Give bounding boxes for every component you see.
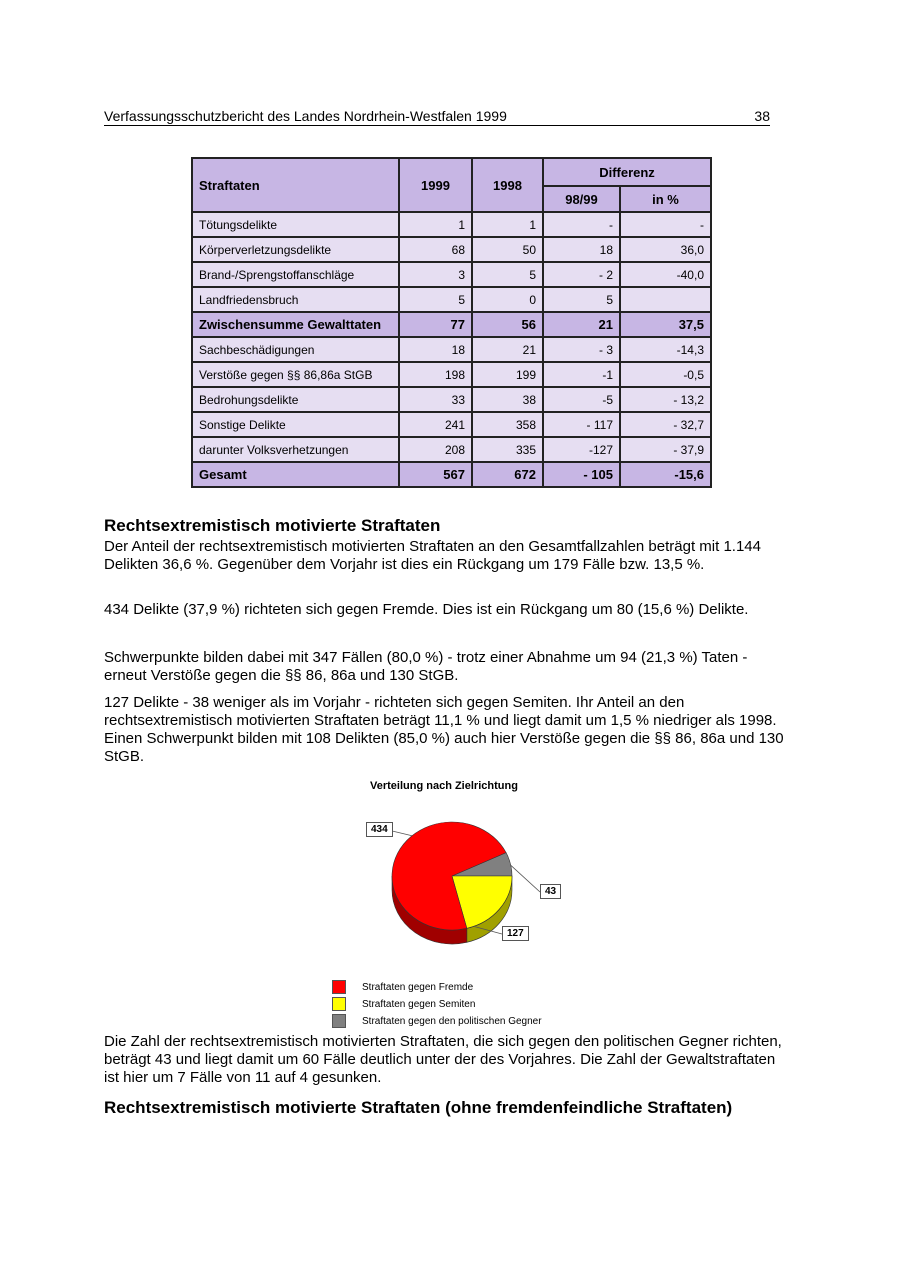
paragraph: Der Anteil der rechtsextremistisch motivierten Straftaten an den Gesamtfallzahlen beträgt mit 1.144 Delikten 36,6 %. Gegenüber dem Vorjahr ist dies ein Rückgang um 179 Fälle bzw. 13,5 %. — [104, 538, 761, 573]
value-1999: 3 — [399, 262, 472, 287]
row-label: Gesamt — [192, 462, 399, 487]
legend-item-politischer-gegner — [332, 1014, 542, 1028]
value-1998: 56 — [472, 312, 543, 337]
table-row — [192, 337, 711, 362]
row-label: Brand-/Sprengstoffanschläge — [192, 262, 399, 287]
row-label: Tötungsdelikte — [192, 212, 399, 237]
legend-item-semiten — [332, 997, 475, 1011]
legend-item-fremde — [332, 980, 473, 994]
row-label: Zwischensumme Gewalttaten — [192, 312, 399, 337]
value-pct: 37,5 — [620, 312, 711, 337]
value-1998: 199 — [472, 362, 543, 387]
paragraph: 434 Delikte (37,9 %) richteten sich gegen Fremde. Dies ist ein Rückgang um 80 (15,6 %) Delikte. — [104, 601, 749, 618]
value-diff: - 105 — [543, 462, 620, 487]
pie-chart-svg — [330, 776, 580, 966]
value-1998: 5 — [472, 262, 543, 287]
row-label: Landfriedensbruch — [192, 287, 399, 312]
value-pct: -40,0 — [620, 262, 711, 287]
paragraph: Die Zahl der rechtsextremistisch motivierten Straftaten, die sich gegen den politischen Gegner richten, beträgt 43 und liegt damit um 60 Fälle deutlich unter der des Vorjahres. Die Zahl der Gewaltstraftaten ist hier um 7 Fälle von 11 auf 4 gesunken. — [104, 1033, 782, 1086]
value-1999: 208 — [399, 437, 472, 462]
header-diff-pct: in % — [620, 186, 711, 212]
value-1999: 567 — [399, 462, 472, 487]
value-1999: 241 — [399, 412, 472, 437]
table-row — [192, 387, 711, 412]
row-label: Sonstige Delikte — [192, 412, 399, 437]
value-1998: 672 — [472, 462, 543, 487]
header-differenz: Differenz — [543, 158, 711, 186]
value-diff: -5 — [543, 387, 620, 412]
paragraph: 127 Delikte - 38 weniger als im Vorjahr - richteten sich gegen Semiten. Ihr Anteil an den rechtsextremistisch motivierten Straftaten beträgt 11,1 % und liegt damit um 1,5 % niedriger als 1998. Einen Schwerpunkt bilden mit 108 Delikten (85,0 %) auch hier Verstöße gegen die §§ 86, 86a und 130 StGB. — [104, 694, 784, 765]
row-label: Bedrohungsdelikte — [192, 387, 399, 412]
value-label-politischer-gegner: 43 — [540, 884, 561, 899]
section-heading: Rechtsextremistisch motivierte Straftaten (ohne fremdenfeindliche Straftaten) — [104, 1098, 733, 1117]
value-diff: 21 — [543, 312, 620, 337]
legend-label: Straftaten gegen Semiten — [362, 998, 476, 1010]
row-label: Körperverletzungsdelikte — [192, 237, 399, 262]
section-heading: Rechtsextremistisch motivierte Straftaten — [104, 516, 441, 535]
value-label-fremde: 434 — [366, 822, 393, 837]
legend-swatch — [332, 997, 346, 1011]
pie-chart — [330, 776, 580, 1032]
value-pct: - 37,9 — [620, 437, 711, 462]
header-1998: 1998 — [472, 158, 543, 212]
value-1998: 38 — [472, 387, 543, 412]
value-pct: - — [620, 212, 711, 237]
header-diff-abs: 98/99 — [543, 186, 620, 212]
table-row — [192, 287, 711, 312]
value-pct: 36,0 — [620, 237, 711, 262]
chart-title: Verteilung nach Zielrichtung — [370, 780, 518, 792]
row-label: darunter Volksverhetzungen — [192, 437, 399, 462]
value-1999: 77 — [399, 312, 472, 337]
row-label: Verstöße gegen §§ 86,86a StGB — [192, 362, 399, 387]
value-1998: 1 — [472, 212, 543, 237]
table-row — [192, 212, 711, 237]
value-pct: -0,5 — [620, 362, 711, 387]
row-label: Sachbeschädigungen — [192, 337, 399, 362]
leader-line-politischer-gegner — [511, 865, 540, 892]
table-row — [192, 262, 711, 287]
value-1999: 5 — [399, 287, 472, 312]
value-pct: -15,6 — [620, 462, 711, 487]
value-pct: -14,3 — [620, 337, 711, 362]
header-1999: 1999 — [399, 158, 472, 212]
value-1999: 33 — [399, 387, 472, 412]
legend-label: Straftaten gegen Fremde — [362, 981, 474, 993]
value-1998: 335 — [472, 437, 543, 462]
value-diff: -127 — [543, 437, 620, 462]
table-row — [192, 437, 711, 462]
legend-swatch — [332, 980, 346, 994]
subtotal-row — [192, 312, 711, 337]
value-diff: - 3 — [543, 337, 620, 362]
value-diff: - 2 — [543, 262, 620, 287]
total-row — [192, 462, 711, 487]
paragraph: Schwerpunkte bilden dabei mit 347 Fällen (80,0 %) - trotz einer Abnahme um 94 (21,3 %) Taten - erneut Verstöße gegen die §§ 86, 86a und 130 StGB. — [104, 649, 748, 684]
header-straftaten: Straftaten — [192, 158, 399, 212]
value-1999: 68 — [399, 237, 472, 262]
value-pct — [620, 287, 711, 312]
value-1998: 0 — [472, 287, 543, 312]
value-1998: 50 — [472, 237, 543, 262]
value-diff: - 117 — [543, 412, 620, 437]
value-1999: 18 — [399, 337, 472, 362]
value-1998: 358 — [472, 412, 543, 437]
value-1999: 198 — [399, 362, 472, 387]
value-label-semiten: 127 — [502, 926, 529, 941]
crime-statistics-table — [191, 157, 712, 488]
legend-label: Straftaten gegen den politischen Gegner — [362, 1015, 542, 1027]
value-1999: 1 — [399, 212, 472, 237]
legend-swatch — [332, 1014, 346, 1028]
page-number: 38 — [754, 108, 770, 124]
table-row — [192, 412, 711, 437]
value-diff: - — [543, 212, 620, 237]
document-title: Verfassungsschutzbericht des Landes Nordrhein-Westfalen 1999 — [104, 108, 507, 124]
value-pct: - 13,2 — [620, 387, 711, 412]
table-row — [192, 362, 711, 387]
table-row — [192, 237, 711, 262]
value-pct: - 32,7 — [620, 412, 711, 437]
value-diff: -1 — [543, 362, 620, 387]
value-diff: 18 — [543, 237, 620, 262]
page-header — [104, 108, 770, 126]
value-1998: 21 — [472, 337, 543, 362]
value-diff: 5 — [543, 287, 620, 312]
